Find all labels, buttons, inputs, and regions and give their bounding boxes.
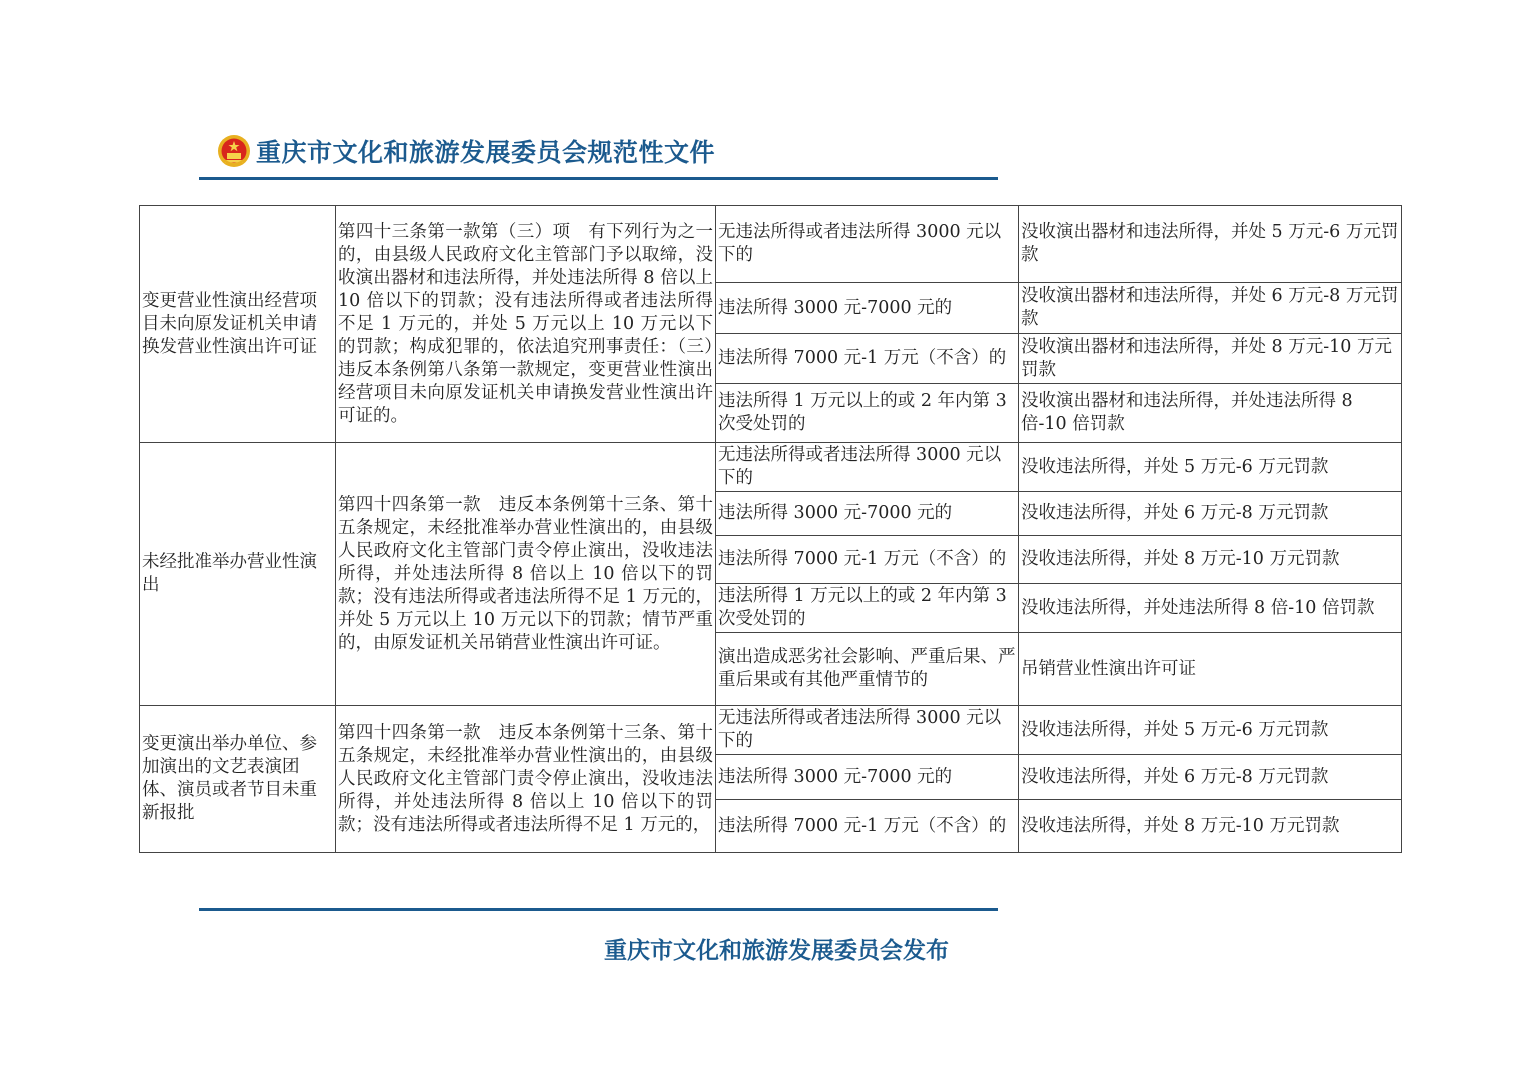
circumstance: 违法所得 3000 元-7000 元的: [716, 755, 1019, 800]
penalty: 没收违法所得，并处 6 万元-8 万元罚款: [1019, 492, 1402, 536]
penalty: 没收演出器材和违法所得，并处 8 万元-10 万元罚款: [1019, 334, 1402, 384]
circumstance: 无违法所得或者违法所得 3000 元以下的: [716, 706, 1019, 755]
header-rule: [199, 177, 998, 180]
circumstance: 违法所得 7000 元-1 万元（不含）的: [716, 334, 1019, 384]
circumstance: 演出造成恶劣社会影响、严重后果、严重后果或有其他严重情节的: [716, 633, 1019, 706]
penalty: 没收违法所得，并处违法所得 8 倍-10 倍罚款: [1019, 584, 1402, 633]
footer-rule: [199, 908, 998, 911]
circumstance: 违法所得 7000 元-1 万元（不含）的: [716, 800, 1019, 853]
document-header: [216, 132, 715, 170]
circumstance: 违法所得 1 万元以上的或 2 年内第 3 次受处罚的: [716, 584, 1019, 633]
penalty: 没收违法所得，并处 5 万元-6 万元罚款: [1019, 443, 1402, 492]
penalty: 没收违法所得，并处 6 万元-8 万元罚款: [1019, 755, 1402, 800]
violation-item: 未经批准举办营业性演出: [140, 443, 336, 706]
table-row: [140, 206, 1402, 283]
header-title: 重庆市文化和旅游发展委员会规范性文件: [256, 138, 716, 167]
circumstance: 违法所得 3000 元-7000 元的: [716, 283, 1019, 334]
penalty: 没收违法所得，并处 5 万元-6 万元罚款: [1019, 706, 1402, 755]
violation-item: 变更营业性演出经营项目未向原发证机关申请换发营业性演出许可证: [140, 206, 336, 443]
legal-basis: 第四十三条第一款第（三）项 有下列行为之一的，由县级人民政府文化主管部门予以取缔，没收演出器材和违法所得，并处违法所得 8 倍以上 10 倍以下的罚款；没有违法所得或者违法所得不足 1 万元的，并处 5 万元以上 10 万元以下的罚款；构成犯罪的，依法追究刑事责任：（三）违反本条例第八条第一款规定，变更营业性演出经营项目未向原发证机关申请换发营业性演出许可证的。: [336, 206, 716, 443]
table-row: [140, 706, 1402, 755]
table-row: [140, 443, 1402, 492]
circumstance: 违法所得 7000 元-1 万元（不含）的: [716, 536, 1019, 584]
legal-basis: 第四十四条第一款 违反本条例第十三条、第十五条规定，未经批准举办营业性演出的，由县级人民政府文化主管部门责令停止演出，没收违法所得，并处违法所得 8 倍以上 10 倍以下的罚款；没有违法所得或者违法所得不足 1 万元的，: [336, 706, 716, 853]
penalty-table: [139, 205, 1402, 853]
footer-title: 重庆市文化和旅游发展委员会发布: [604, 937, 949, 964]
penalty: 吊销营业性演出许可证: [1019, 633, 1402, 706]
circumstance: 无违法所得或者违法所得 3000 元以下的: [716, 206, 1019, 283]
circumstance: 无违法所得或者违法所得 3000 元以下的: [716, 443, 1019, 492]
penalty: 没收违法所得，并处 8 万元-10 万元罚款: [1019, 800, 1402, 853]
penalty: 没收演出器材和违法所得，并处违法所得 8 倍-10 倍罚款: [1019, 384, 1402, 443]
penalty: 没收违法所得，并处 8 万元-10 万元罚款: [1019, 536, 1402, 584]
circumstance: 违法所得 3000 元-7000 元的: [716, 492, 1019, 536]
national-emblem-icon: [216, 132, 252, 170]
penalty: 没收演出器材和违法所得，并处 6 万元-8 万元罚款: [1019, 283, 1402, 334]
circumstance: 违法所得 1 万元以上的或 2 年内第 3 次受处罚的: [716, 384, 1019, 443]
legal-basis: 第四十四条第一款 违反本条例第十三条、第十五条规定，未经批准举办营业性演出的，由县级人民政府文化主管部门责令停止演出，没收违法所得，并处违法所得 8 倍以上 10 倍以下的罚款；没有违法所得或者违法所得不足 1 万元的，并处 5 万元以上 10 万元以下的罚款；情节严重的，由原发证机关吊销营业性演出许可证。: [336, 443, 716, 706]
violation-item: 变更演出举办单位、参加演出的文艺表演团体、演员或者节目未重新报批: [140, 706, 336, 853]
penalty: 没收演出器材和违法所得，并处 5 万元-6 万元罚款: [1019, 206, 1402, 283]
